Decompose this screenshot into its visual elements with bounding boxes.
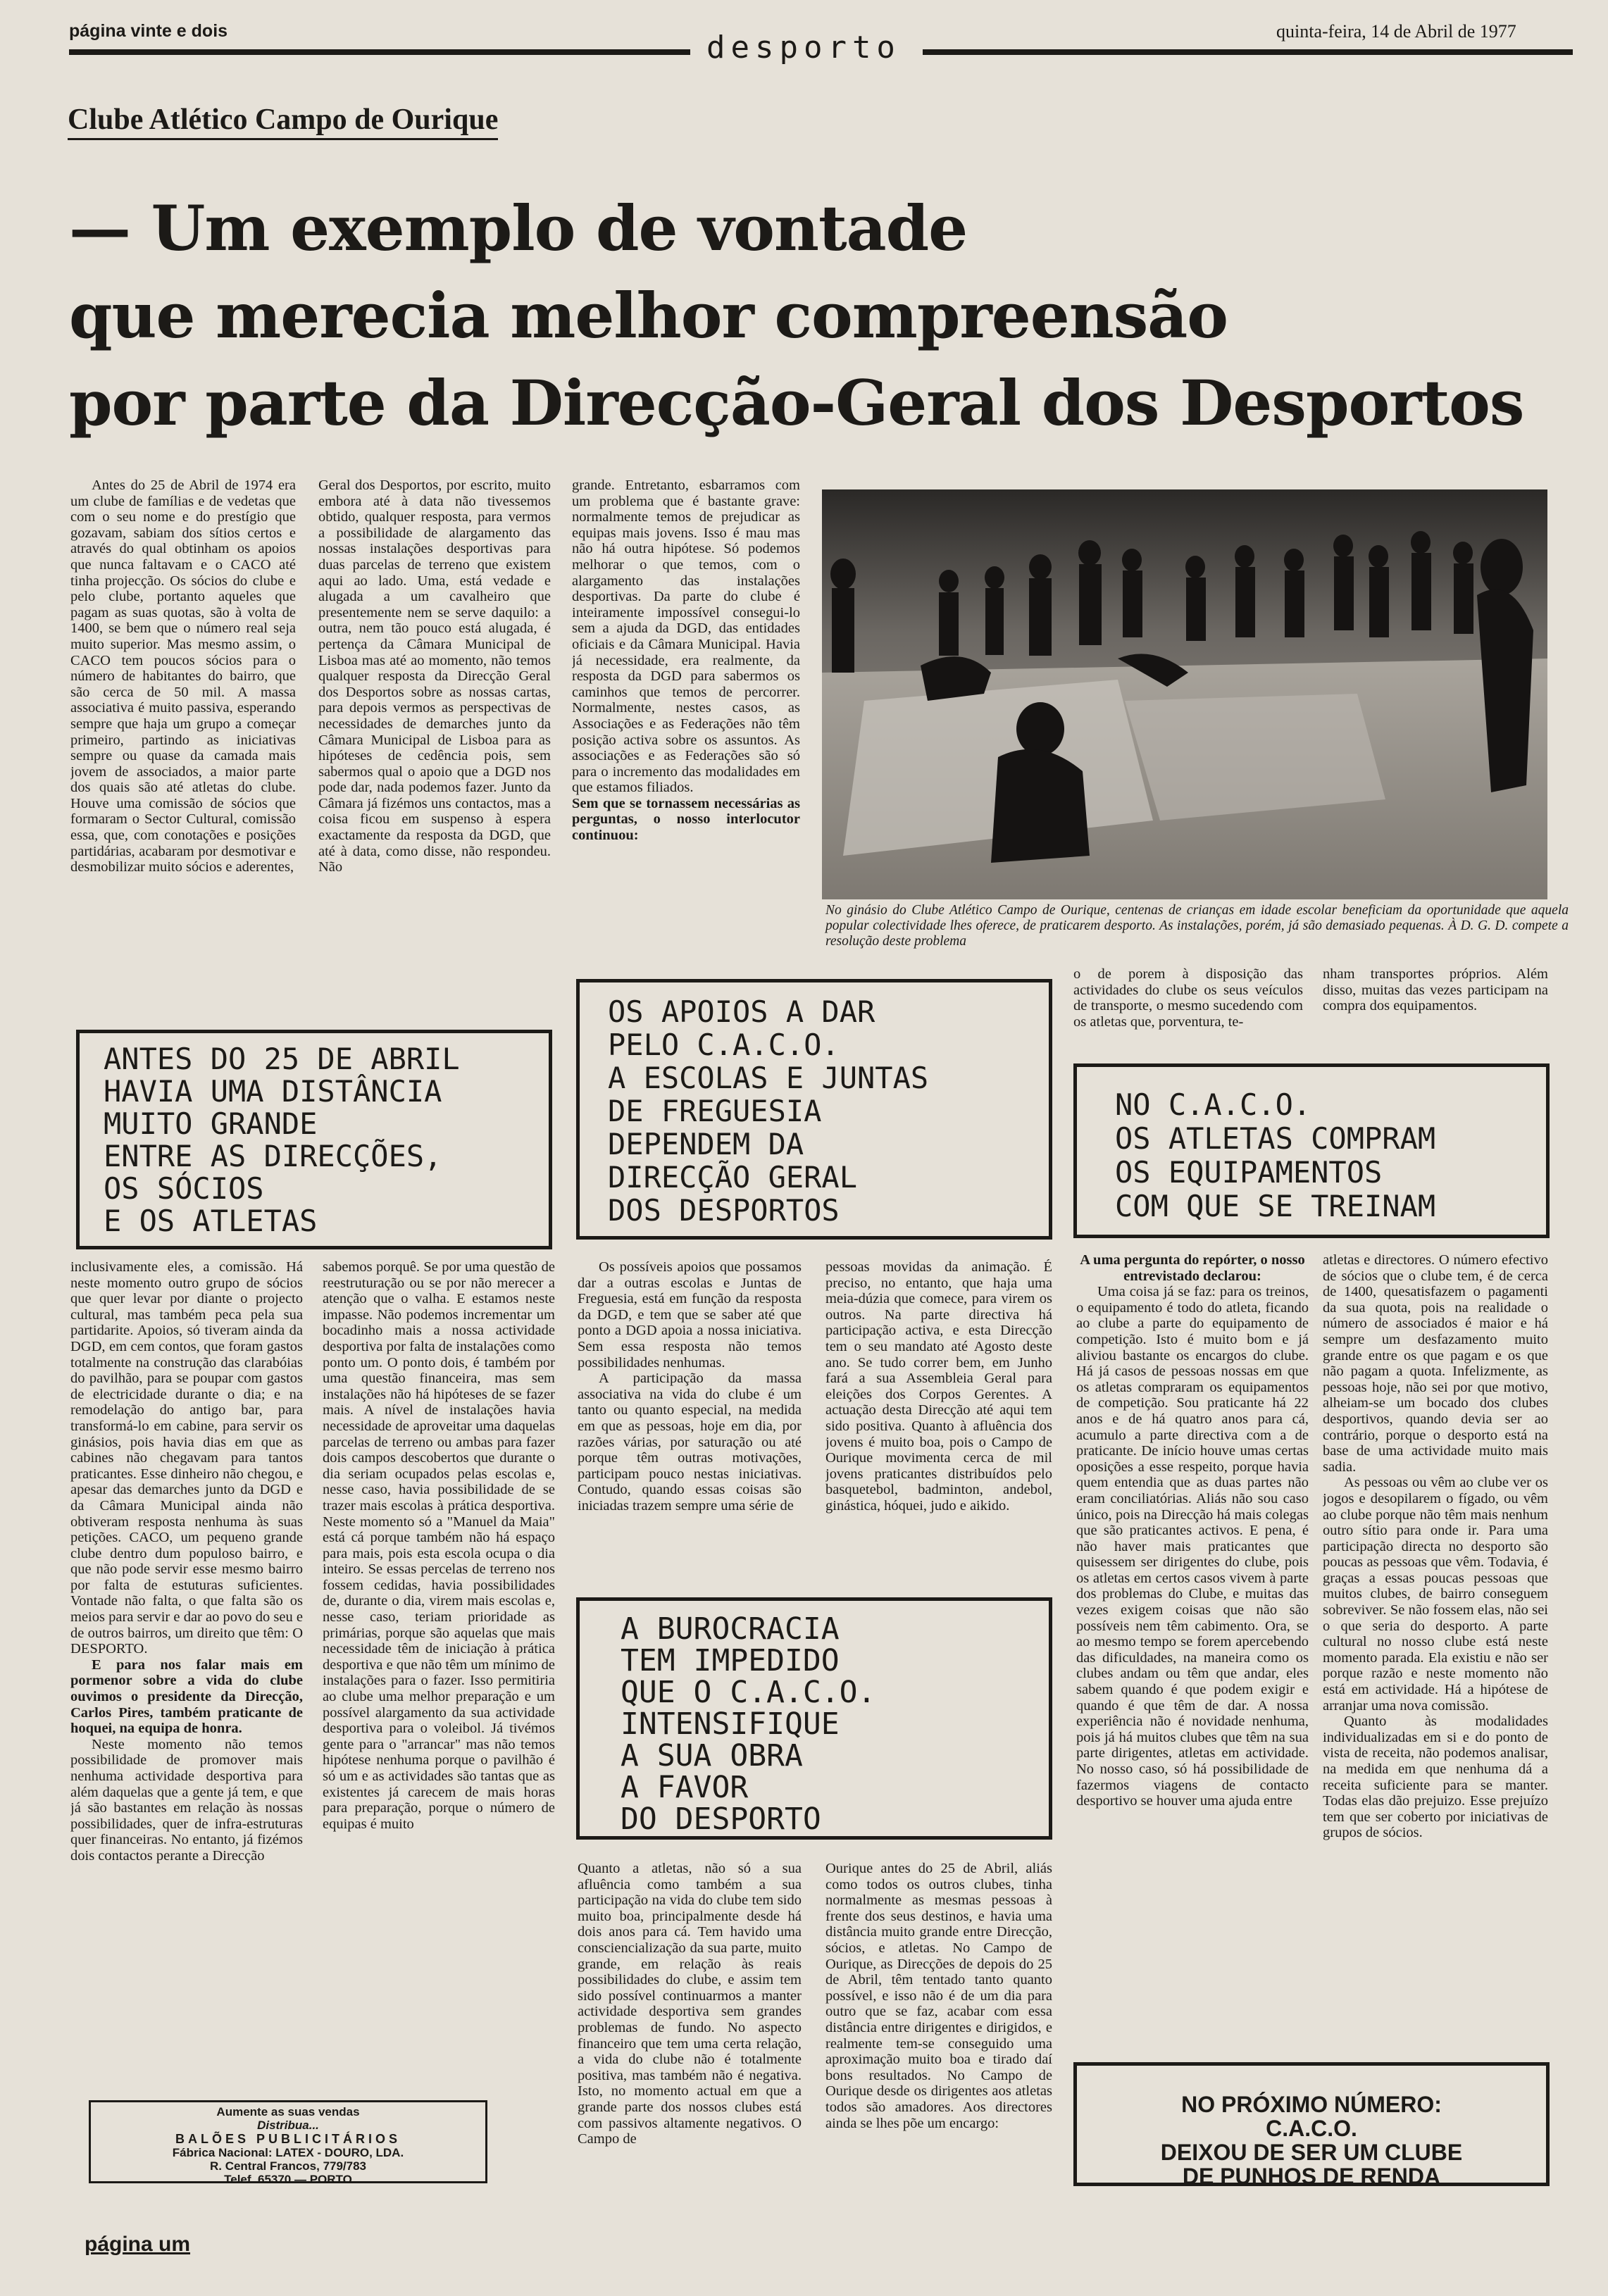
box-line: DOS DESPORTOS xyxy=(608,1193,840,1228)
box-line: DEPENDEM DA xyxy=(608,1127,804,1161)
ad-line-6: Telef. 65370 — PORTO xyxy=(224,2173,352,2186)
header-page-label: página vinte e dois xyxy=(69,21,228,41)
article-column-b3 xyxy=(578,1259,802,1590)
article-column-5 xyxy=(1323,966,1548,1051)
article-column-b4b xyxy=(825,1861,1052,2199)
box-line: QUE O C.A.C.O. xyxy=(621,1675,876,1710)
headline-line-2: que merecia melhor compreensão xyxy=(69,279,1228,352)
paragraph: inclusivamente eles, a comissão. Há neste momento outro grupo de sócios que quer levar por diante o projecto cultural, mas também peca pela sua partidarite. Apoios, só tiveram ainda da DGD, em cem contos, que foram gastos totalmente na construção das clarabóias do pavilhão, para se poupar com gastos de electricidade durante o dia; e na remodelação do antigo bar, para transformá-lo em cabine, para servir os ginásios, pois havia dias em que as cabines não chegavam para tantos praticantes. Esse dinheiro não chegou, e apesar das demarches junto da DGD e da Câmara Municipal ainda não obtiveram resposta nenhuma às suas petições. CACO, um pequeno grande clube dentro dum populoso bairro, e que não pode servir esse mesmo bairro por falta de estuturas suficientes. Vontade não falta, o que falta são os meios para servir e dar ao povo do seu e de outros bairros, um direito que têm: O DESPORTO. xyxy=(70,1259,303,1657)
article-column-2 xyxy=(318,478,551,1013)
box-line: DO DESPORTO xyxy=(621,1802,821,1837)
paragraph-bold: E para nos falar mais em pormenor sobre a vida do clube ouvimos o presidente da Direcção, Carlos Pires, também praticante de hoquei, na equipa de honra. xyxy=(70,1657,303,1737)
paragraph: Quanto às modalidades individualizadas em si e do ponto de vista de receita, não podemos analisar, na medida em que nenhuma dá a receita suficiente para se manter. Todas elas dão prejuizo. Esse prejuízo tem que ser coberto por iniciativas de grupos de sócios. xyxy=(1323,1714,1548,1841)
article-column-b5 xyxy=(1076,1252,1309,2048)
box-line: A SUA OBRA xyxy=(621,1738,803,1773)
box-line: A FAVOR xyxy=(621,1770,749,1805)
ad-line-2: Distribua... xyxy=(257,2119,319,2132)
pull-quote-box-1 xyxy=(76,1030,552,1249)
paragraph: Antes do 25 de Abril de 1974 era um clube de famílias e de vedetas que com o seu nome e do prestígio que gozavam, sabiam dos sítios certos e através do qual obtinham os apoios que nunca faltavam e o CACO até tinha projecção. Os sócios do clube e pelo clube, portanto aqueles que pagam as suas quotas, são à volta de 1400, se bem que o número real seja muito superior. Mas mesmo assim, o CACO tem poucos sócios para o número de habitantes do bairro, que são cerca de 50 mil. A massa associativa é muito passiva, esperando sempre que haja um grupo a começar primeiro, partindo as iniciativas sempre ou quase da camada mais jovem de associados, a maior parte dos quais são até atletas do clube. Houve uma comissão de sócios que formaram o Sector Cultural, comissão essa, que, com conotações e posições partidárias, acabaram por desmotivar e desmobilizar muito sócios e aderentes, xyxy=(70,478,296,875)
box-line: MUITO GRANDE xyxy=(104,1106,318,1141)
article-column-b3c xyxy=(578,1861,802,2199)
article-column-b6 xyxy=(1323,1252,1548,2048)
box-line: OS SÓCIOS xyxy=(104,1171,264,1206)
box-line: NO PRÓXIMO NÚMERO: C.A.C.O. xyxy=(1181,2092,1442,2141)
pull-quote-box-3 xyxy=(1073,1063,1550,1238)
gym-photo xyxy=(822,489,1547,899)
box-line: HAVIA UMA DISTÂNCIA xyxy=(104,1074,442,1109)
article-column-b2 xyxy=(323,1259,555,2075)
header-rule-right xyxy=(923,49,1573,55)
box-line: A BUROCRACIA xyxy=(621,1611,840,1647)
header-rule-left xyxy=(69,49,690,55)
box-line: PELO C.A.C.O. xyxy=(608,1028,840,1062)
paragraph: nham transportes próprios. Além disso, muitas das vezes participam na compra dos equipamentos. xyxy=(1323,966,1548,1014)
paragraph: o de porem à disposição das actividades do clube os seus veículos de transporte, o mesmo sucedendo com os atletas que, porventura, te- xyxy=(1073,966,1303,1030)
advertisement-box xyxy=(89,2100,487,2186)
box-line: OS ATLETAS COMPRAM xyxy=(1115,1121,1436,1156)
paragraph: grande. Entretanto, esbarramos com um problema que é bastante grave: normalmente temos de prejudicar as equipas mais jovens. Isso é mau mas não há outra hipótese. Só podemos melhorar o que temos, com o alargamento das instalações desportivas. Da parte do clube é inteiramente impossível consegui-lo sem a ajuda da DGD, das entidades oficiais e da Câmara Municipal. Havia já necessidade, era realmente, da resposta da DGD para sabermos os caminhos que temos de percorrer. Normalmente, nestes casos, as Associações e as Federações não têm posição activa sobre os assuntos. As associações e as Federações são só para o incremento das modalidades em que estamos filiados. xyxy=(572,478,800,796)
paragraph: Ourique antes do 25 de Abril, aliás como todos os outros clubes, tinha normalmente as mesmas pessoas à frente dos seus destinos, e havia uma distância muito grande entre Direcção, sócios, e atletas. No Campo de Ourique, as Direcções de depois do 25 de Abril, têm tentado tanto quanto possível, e isso não é de um dia para outro que se faz, acabar com essa distância entre dirigentes e dirigidos, e realmente tem-se conseguido uma aproximação muito boa e tirado daí bons resultados. No Campo de Ourique desde os dirigentes aos atletas todos são amadores. Aos directores ainda se lhes põe um encargo: xyxy=(825,1861,1052,2131)
next-issue-box xyxy=(1073,2062,1550,2189)
article-column-1 xyxy=(70,478,296,1013)
headline xyxy=(69,185,1523,447)
box-line: INTENSIFIQUE xyxy=(621,1707,840,1742)
paragraph: pessoas movidas da animação. É preciso, no entanto, que haja uma meia-dúzia que comece, para virem os outros. Na parte directiva há participação activa, e esta Direcção tem o seu mandato até Agosto deste ano. Se tudo correr bem, em Junho fará a sua Assembleia Geral para eleições dos Corpos Gerentes. A actuação desta Direcção até aqui tem sido positiva. Quanto à afluência dos jovens é muito boa, pois o Campo de Ourique movimenta cerca de mil jovens praticantes distribuídos pelo basquetebol, badminton, andebol, ginástica, hóquei, judo e aikido. xyxy=(825,1259,1052,1514)
headline-line-1: — Um exemplo de vontade xyxy=(69,192,968,265)
paragraph: Quanto a atletas, não só a sua afluência como também a sua participação na vida do clube tem sido muito boa, principalmente desde há dois anos para cá. Tem havido uma consciencialização da sua parte, muito grande, em relação às reais possibilidades do clube, e assim tem sido possível continuarmos a manter actividade desportiva sem grandes problemas de fundo. No aspecto financeiro que tem uma certa relação, a vida do clube não é totalmente positiva, mas também não é negativa. Isto, no momento actual em que a grande parte dos nossos clubes está com passivos altamente negativos. O Campo de xyxy=(578,1861,802,2147)
paragraph: Neste momento não temos possibilidade de promover mais nenhuma actividade desportiva para além daquelas que a gente já tem, e que já são bastantes em relação às nossas possibilidades, quer de infra-estruturas quer financeiras. No entanto, já fizémos dois contactos perante a Direcção xyxy=(70,1736,303,1864)
paragraph-bold: A uma pergunta do repórter, o nosso entrevistado declarou: xyxy=(1080,1252,1305,1284)
box-line: OS EQUIPAMENTOS xyxy=(1115,1155,1383,1190)
paragraph: Uma coisa já se faz: para os treinos, o equipamento é todo do atleta, ficando ao clube a parte do equipamento de competição. Isto é muito bom e já aliviou bastante os encargos do clube. Há já casos de pessoas nossas em que os atletas compraram os equipamentos de competição. Sou praticante há 22 anos e de há quatro anos para cá, acumulo a parte directiva com a de praticante. De início houve umas certas oposições a esse respeito, porque havia quem entendia que as duas partes não eram conciliatórias. Aliás não sou caso único, pois na Direcção há mais colegas que são praticantes activos. E pena, é não haver mais praticantes que quisessem ser dirigentes do clube, pois os atletas em certos casos vivem à parte dos problemas do Clube, e muitas das vezes exigem coisas que não são possíveis nem têm cabimento. Ora, se ao mesmo tempo se forem apercebendo das dificuldades, na maneira como os clubes andam ou têm que andar, eles sabem quando é que podem exigir e quando é que têm de dar. A nossa experiência não é novidade nenhuma, pois já há muitos clubes que têm na sua parte dirigentes, atletas em actividade. No nosso caso, só há possibilidade de fazermos viagens de contacto desportivo se houver uma ajuda entre xyxy=(1076,1284,1309,1809)
box-line: TEM IMPEDIDO xyxy=(621,1643,840,1678)
paragraph: Os possíveis apoios que possamos dar a outras escolas e Juntas de Freguesia, está em função da resposta da DGD, e tem que se saber até que ponto a DGD apoia a nossa iniciativa. Sem essa resposta não temos possibilidades nenhumas. xyxy=(578,1259,802,1371)
paragraph: As pessoas ou vêm ao clube ver os jogos e desopilarem o fígado, ou vêm ao clube porque não têm mais nenhum outro sítio para onde ir. Para uma participação directa no desporto são poucas as pessoas que vêm. Todavia, é graças a essas poucas pessoas que muitos clubes, de bairro conseguem sobreviver. Se não fossem elas, não sei o que seria do desporto. A parte cultural no nosso clube está neste momento parada. Ela existiu e não ser porque razão e neste momento não está em actividade. Há a hipótese de arranjar uma nova comissão. xyxy=(1323,1475,1548,1714)
paragraph-bold: Sem que se tornassem necessárias as perguntas, o nosso interlocutor continuou: xyxy=(572,795,800,844)
pull-quote-box-4 xyxy=(576,1597,1052,1840)
paragraph: sabemos porquê. Se por uma questão de reestruturação ou se por não merecer a atenção que o valha. E estamos neste impasse. Não podemos incrementar um bocadinho mais a nossa actividade desportiva por falta de instalações como ponto um. O ponto dois, é também por uma questão financeira, mas sem instalações não há hipóteses de se fazer mais. A nível de instalações havia necessidade de aproveitar uma daquelas parcelas de terreno ou ambas para fazer dois campos descobertos que durante o dia seriam ocupados pelas escolas e, nesse caso, havia possibilidade de se trazer mais escolas à prática desportiva. Neste momento só a "Manuel da Maia" está cá porque também não há espaço para mais, pois esta escola ocupa o dia inteiro. Se essas percelas de terreno nos fossem cedidas, havia possibilidades de, durante o dia, virem mais escolas e, nesse caso, teriam prioridade as primárias, porque são aquelas que mais necessidade têm de iniciação à prática desportiva e que não têm um mínimo de instalações para o fazer. Isso permitiria ao clube uma melhor preparação e um possível alargamento da sua actividade desportiva para o voleibol. Já tivémos gente para o "arrancar" mas não temos hipótese nenhuma porque o pavilhão é só um e as actividades são tantas que as existentes já carecem de mais horas para preparação, porque o número de equipas é muito xyxy=(323,1259,555,1832)
paragraph: A participação da massa associativa na vida do clube é um tanto ou quanto especial, na medida em que as pessoas, hoje em dia, por razões várias, por saturação ou até porque têm outras motivações, participam pouco nestas iniciativas. Contudo, quando essas coisas são iniciadas trazem sempre uma série de xyxy=(578,1371,802,1514)
box-line: E OS ATLETAS xyxy=(104,1204,318,1238)
article-column-b1 xyxy=(70,1259,303,2075)
box-line: DE FREGUESIA xyxy=(608,1094,822,1128)
paragraph: atletas e directores. O número efectivo de sócios que o clube tem, é de cerca de 1400, quesatisfazem o pagamenti da sua quota, pois na realidade o número de associados é maior e há sempre um desfazamento muito grande entre os que pagam e os que não pagam a quota. Infelizmente, as pessoas hoje, não sei por que motivo, alheiam-se um bocado dos clubes desportivos, quando devia ser ao contrário, porque o desporto está na base de uma actividade muito mais sadia. xyxy=(1323,1252,1548,1475)
box-line: ENTRE AS DIRECÇÕES, xyxy=(104,1139,442,1173)
box-line: DEIXOU DE SER UM CLUBE xyxy=(1160,2140,1463,2165)
kicker: Clube Atlético Campo de Ourique xyxy=(68,103,498,140)
box-line: OS APOIOS A DAR xyxy=(608,994,875,1029)
footer-page-label: página um xyxy=(85,2233,191,2256)
article-column-3 xyxy=(572,478,800,971)
article-column-b4 xyxy=(825,1259,1052,1590)
box-line: A ESCOLAS E JUNTAS xyxy=(608,1061,929,1095)
header-date: quinta-feira, 14 de Abril de 1977 xyxy=(1276,21,1516,42)
box-line: COM QUE SE TREINAM xyxy=(1115,1189,1436,1223)
ad-line-1: Aumente as suas vendas xyxy=(216,2105,360,2119)
pull-quote-box-2 xyxy=(576,979,1052,1240)
section-title: desporto xyxy=(706,30,901,65)
gym-photo-image xyxy=(822,489,1547,899)
box-line: NO C.A.C.O. xyxy=(1115,1087,1311,1122)
article-column-4 xyxy=(1073,966,1303,1051)
box-line: DE PUNHOS DE RENDA xyxy=(1182,2164,1441,2189)
ad-line-4: Fábrica Nacional: LATEX - DOURO, LDA. xyxy=(172,2146,404,2159)
photo-caption: No ginásio do Clube Atlético Campo de Ourique, centenas de crianças em idade escolar beneficiam da oportunidade que aquela popular colectividade lhes oferece, de praticarem desporto. As instalações, porém, já são demasiado pequenas. À D. G. D. compete a resolução deste problema xyxy=(825,903,1569,949)
ad-line-5: R. Central Francos, 779/783 xyxy=(209,2159,367,2173)
box-line: DIRECÇÃO GERAL xyxy=(608,1160,858,1194)
box-line: ANTES DO 25 DE ABRIL xyxy=(104,1042,460,1076)
headline-line-3: por parte da Direcção-Geral dos Desportos xyxy=(69,366,1524,439)
paragraph: Geral dos Desportos, por escrito, muito embora até à data não tivessemos obtido, qualquer resposta, para vermos a possibilidade de alargamento das nossas instalações desportivas para duas parcelas de terreno que existem aqui ao lado. Uma, está vedade e alugada a um cavalheiro que presentemente nem se serve daquilo: a outra, nem tão pouco está alugada, é pertença da Câmara Municipal de Lisboa mas até ao momento, não temos qualquer resposta da Direcção Geral dos Desportos sobre as nossas cartas, para depois vermos as perspectivas de necessidades de demarches junto da Câmara Municipal de Lisboa para as hipóteses de cedência pois, sem sabermos qual o apoio que a DGD nos pode dar, nada podemos fazer. Junto da Câmara já fizémos uns contactos, mas a coisa ficou em suspenso à espera exactamente da resposta da DGD, que até à data, como disse, não respondeu. Não xyxy=(318,478,551,875)
ad-line-3: BALÕES PUBLICITÁRIOS xyxy=(175,2132,401,2146)
